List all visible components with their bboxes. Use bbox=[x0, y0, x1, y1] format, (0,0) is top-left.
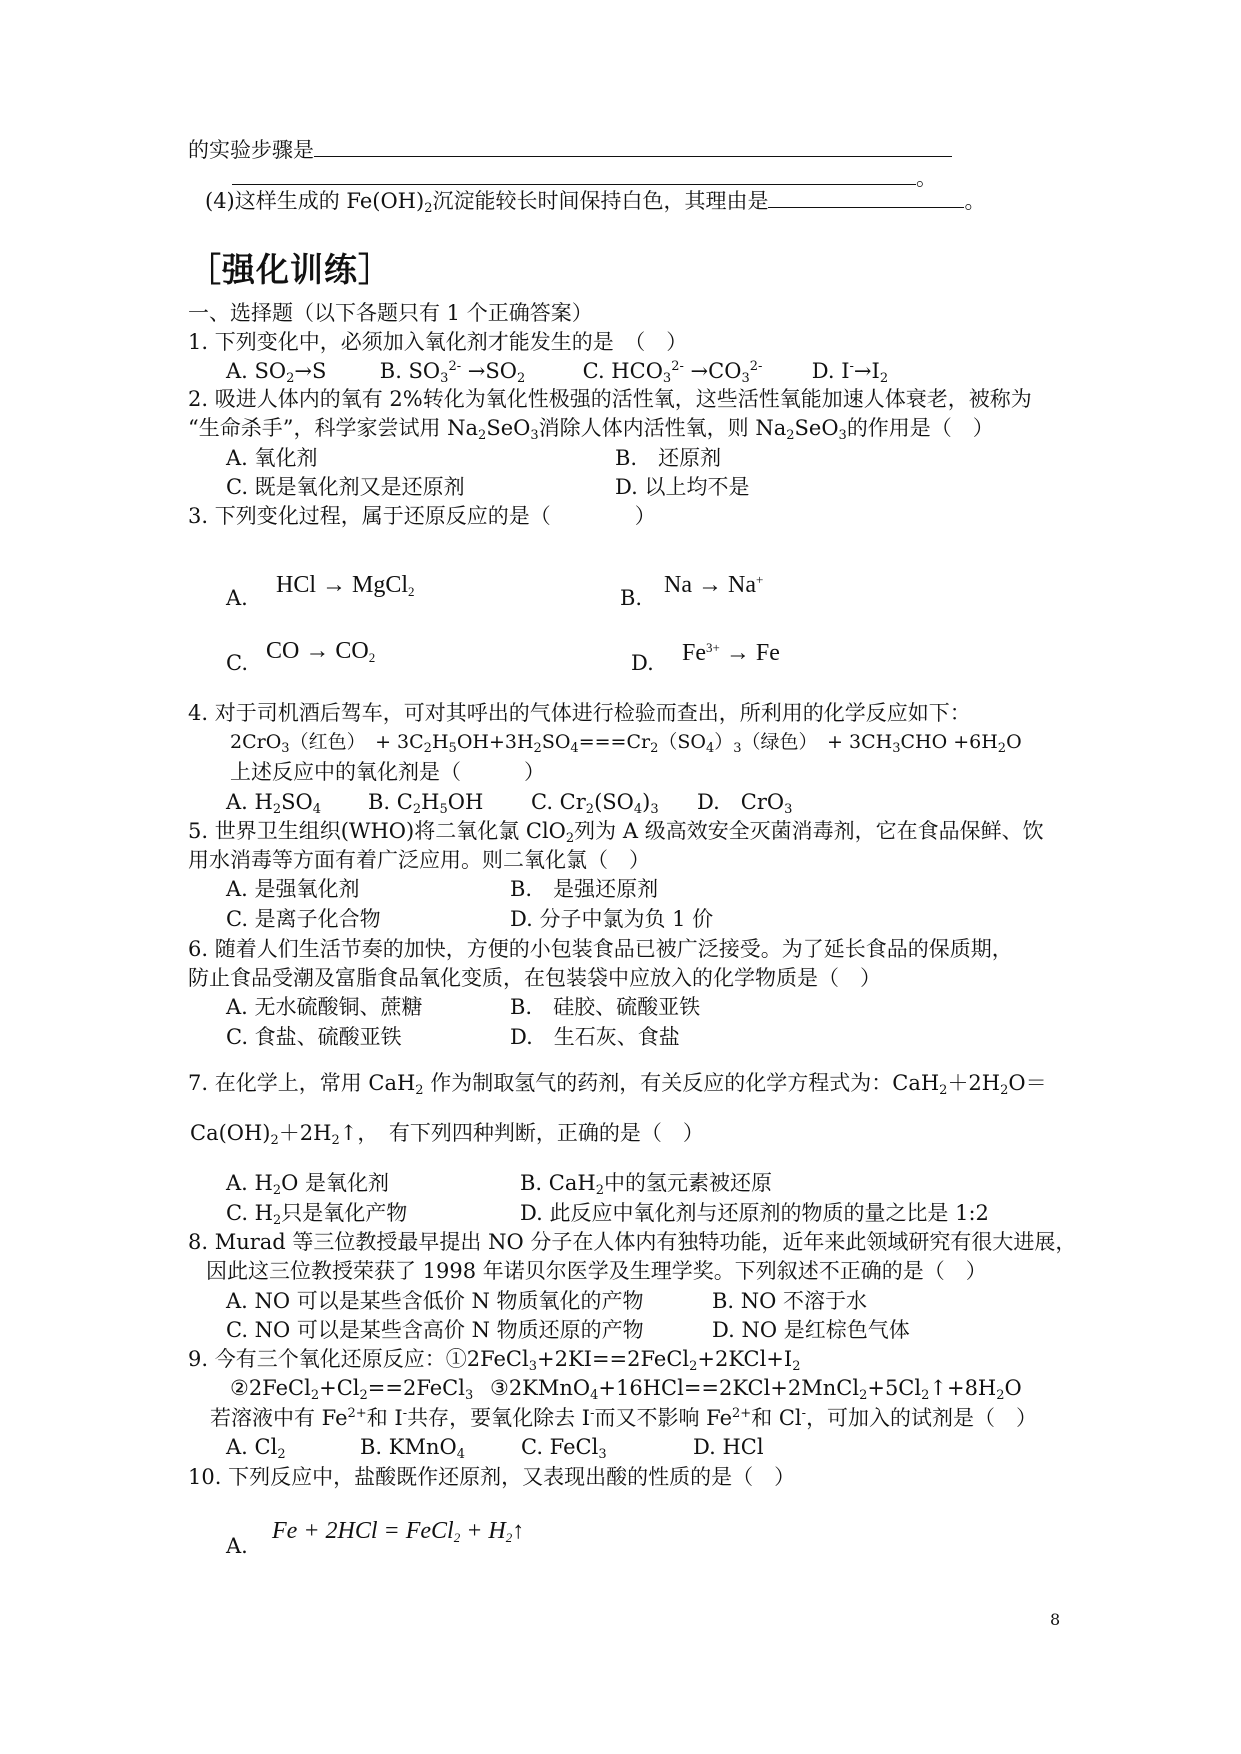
q9-line-1: 9. 今有三个氧化还原反应：$①2FeCl_3+2KI==2FeCl_2+2KCl+I_2$ bbox=[188, 1347, 801, 1374]
q4-option-c[interactable]: C. $Cr_2(SO_4)_3$ bbox=[531, 790, 659, 817]
q9-option-c[interactable]: C. FeCl$_3$ bbox=[521, 1435, 607, 1462]
q3-option-a-label[interactable]: A. bbox=[226, 586, 248, 610]
q4-option-a[interactable]: A. $H_2SO_4$ bbox=[226, 790, 322, 817]
q7-option-a[interactable]: A. $H_2O$ 是氧化剂 bbox=[226, 1171, 390, 1198]
q6-option-d[interactable]: D. 生石灰、食盐 bbox=[510, 1025, 680, 1049]
q3-option-b-label[interactable]: B. bbox=[620, 586, 643, 610]
q10-option-a-formula: Fe + 2HCl = FeCl$_2$ + $H_2↑$ bbox=[272, 1518, 525, 1545]
q4-option-b[interactable]: B. $C_2H_5OH$ bbox=[368, 790, 484, 817]
q2-option-c[interactable]: C. 既是氧化剂又是还原剂 bbox=[226, 475, 465, 499]
q5-option-d[interactable]: D. 分子中氯为负 1 价 bbox=[510, 907, 714, 931]
q9-reaction-3: $③2KMnO_4+16HCl==2KCl+2MnCl_2+5Cl_2↑+8H_2O$ bbox=[490, 1376, 1022, 1403]
q10-stem: 10. 下列反应中，盐酸既作还原剂，又表现出酸的性质的是（ ） bbox=[188, 1465, 796, 1489]
q8-line-1: 8. Murad 等三位教授最早提出 NO 分子在人体内有独特功能，近年来此领域研究有很大进展， bbox=[188, 1230, 1077, 1254]
q4-option-d[interactable]: D. CrO$_3$ bbox=[697, 790, 793, 817]
q6-option-c[interactable]: C. 食盐、硫酸亚铁 bbox=[226, 1025, 402, 1049]
q4-prefix: (4)这样生成的 Fe(OH) bbox=[205, 189, 425, 213]
q3-option-b-formula: Na → Na+ bbox=[664, 572, 764, 598]
q6-line-1: 6. 随着人们生活节奏的加快，方便的小包装食品已被广泛接受。为了延长食品的保质期， bbox=[188, 937, 1013, 961]
end-mark: 。 bbox=[916, 166, 937, 190]
page-number: 8 bbox=[1050, 1610, 1061, 1629]
q2-option-b[interactable]: B. 还原剂 bbox=[615, 446, 722, 470]
q1-option-a[interactable]: A. $SO_2\to S$ bbox=[226, 359, 327, 386]
q2-line-2: “生命杀手”，科学家尝试用 $Na_2SeO_3$消除人体内活性氧，则 $Na_2SeO_3$的作用是（ ） bbox=[188, 416, 994, 443]
q9-ask: 若溶液中有 $Fe^{2+}$和 I-共存，要氧化除去 I-而又不影响 $Fe^{2+}$和 Cl-，可加入的试剂是（ ） bbox=[210, 1406, 1038, 1430]
intro-line-1 bbox=[188, 134, 952, 164]
q7-option-b[interactable]: B. CaH$_2$中的氢元素被还原 bbox=[520, 1171, 772, 1198]
q1-option-b[interactable]: B. $SO_3^{2-} \to SO_2$ bbox=[379, 359, 526, 386]
q8-option-d[interactable]: D. NO 是红棕色气体 bbox=[712, 1318, 910, 1342]
q7-line-2: $Ca(OH)_2+2H_2↑$， 有下列四种判断，正确的是（ ） bbox=[190, 1121, 704, 1148]
q8-option-a[interactable]: A. NO 可以是某些含低价 N 物质氧化的产物 bbox=[226, 1289, 644, 1313]
q8-option-b[interactable]: B. NO 不溶于水 bbox=[712, 1289, 868, 1313]
q7-line-1: 7. 在化学上，常用 CaH$_2$ 作为制取氢气的药剂，有关反应的化学方程式为：$CaH_2+2H_2O=$ bbox=[188, 1071, 1047, 1098]
q7-option-c[interactable]: C. $H_2$只是氧化产物 bbox=[226, 1201, 408, 1228]
q3-option-a-formula: HCl → MgCl$_2$ bbox=[276, 572, 415, 599]
q3-option-d-label[interactable]: D. bbox=[631, 651, 654, 675]
intro-line-1-text: 的实验步骤是 bbox=[188, 138, 314, 162]
section-title: 一、选择题（以下各题只有 1 个正确答案） bbox=[188, 301, 593, 325]
q9-option-b[interactable]: B. KMnO$_4$ bbox=[360, 1435, 465, 1462]
q1-options bbox=[226, 356, 888, 386]
q5-option-c[interactable]: C. 是离子化合物 bbox=[226, 907, 381, 931]
intro-q4-line: (4)这样生成的 $Fe(OH)_2$沉淀能较长时间保持白色，其理由是 。 bbox=[205, 185, 985, 215]
q9-option-d[interactable]: D. HCl bbox=[693, 1435, 764, 1459]
q3-option-c-label[interactable]: C. bbox=[226, 651, 248, 675]
q5-line-1: 5. 世界卫生组织(WHO)将二氧化氯 ClO$_2$列为 A 级高效安全灭菌消毒剂，它在食品保鲜、饮 bbox=[188, 819, 1044, 846]
q1-stem: 1. 下列变化中，必须加入氧化剂才能发生的是 （ ） bbox=[188, 330, 688, 354]
q5-option-b[interactable]: B. 是强还原剂 bbox=[510, 877, 659, 901]
q3-option-c-formula: CO → $CO_2$ bbox=[266, 638, 376, 665]
q4-stem: 4. 对于司机酒后驾车，可对其呼出的气体进行检验而查出，所利用的化学反应如下： bbox=[188, 701, 971, 725]
q6-option-a[interactable]: A. 无水硫酸铜、蔗糖 bbox=[226, 995, 423, 1019]
q2-option-a[interactable]: A. 氧化剂 bbox=[226, 446, 318, 470]
q8-line-2: 因此这三位教授荣获了 1998 年诺贝尔医学及生理学奖。下列叙述不正确的是（ ） bbox=[206, 1259, 987, 1283]
q1-option-d[interactable]: D. $I^-\to I_2$ bbox=[811, 359, 889, 386]
q3-option-d-formula: $Fe^{3+} \to Fe$ bbox=[682, 640, 780, 666]
answer-blank-2[interactable] bbox=[232, 162, 916, 185]
q3-stem: 3. 下列变化过程，属于还原反应的是（ ） bbox=[188, 504, 656, 528]
q4-text: 沉淀能较长时间保持白色，其理由是 bbox=[432, 189, 769, 213]
q10-option-a-label[interactable]: A. bbox=[226, 1534, 248, 1558]
q4-equation: 2CrO$_3$（红色） + $3C_2H_5OH+3H_2SO_4===Cr_2(SO_4)_3$（绿色） + $3CH_3CHO +6H_2O$ bbox=[230, 731, 1022, 756]
q7-option-d[interactable]: D. 此反应中氧化剂与还原剂的物质的量之比是 1:2 bbox=[520, 1201, 989, 1225]
q4-ask: 上述反应中的氧化剂是（ ） bbox=[230, 760, 545, 784]
q6-option-b[interactable]: B. 硅胶、硫酸亚铁 bbox=[510, 995, 701, 1019]
answer-blank-1[interactable] bbox=[314, 134, 952, 157]
q2-line-1: 2. 吸进人体内的氧有 2%转化为氧化性极强的活性氧，这些活性氧能加速人体衰老，被称为 bbox=[188, 387, 1032, 411]
q6-line-2: 防止食品受潮及富脂食品氧化变质，在包装袋中应放入的化学物质是（ ） bbox=[188, 966, 881, 990]
q9-reaction-2: $②2FeCl_2+Cl_2==2FeCl_3$ bbox=[230, 1376, 474, 1403]
q9-option-a[interactable]: A. $Cl_2$ bbox=[226, 1435, 286, 1462]
answer-blank-3[interactable] bbox=[768, 185, 964, 208]
q5-line-2: 用水消毒等方面有着广泛应用。则二氧化氯（ ） bbox=[188, 848, 650, 872]
q2-option-d[interactable]: D. 以上均不是 bbox=[615, 475, 750, 499]
section-heading: ［强化训练］ bbox=[188, 250, 392, 289]
q1-option-c[interactable]: C. $HCO_3^{2-} \to CO_3^{2-}$ bbox=[582, 359, 763, 386]
q8-option-c[interactable]: C. NO 可以是某些含高价 N 物质还原的产物 bbox=[226, 1318, 644, 1342]
q5-option-a[interactable]: A. 是强氧化剂 bbox=[226, 877, 360, 901]
